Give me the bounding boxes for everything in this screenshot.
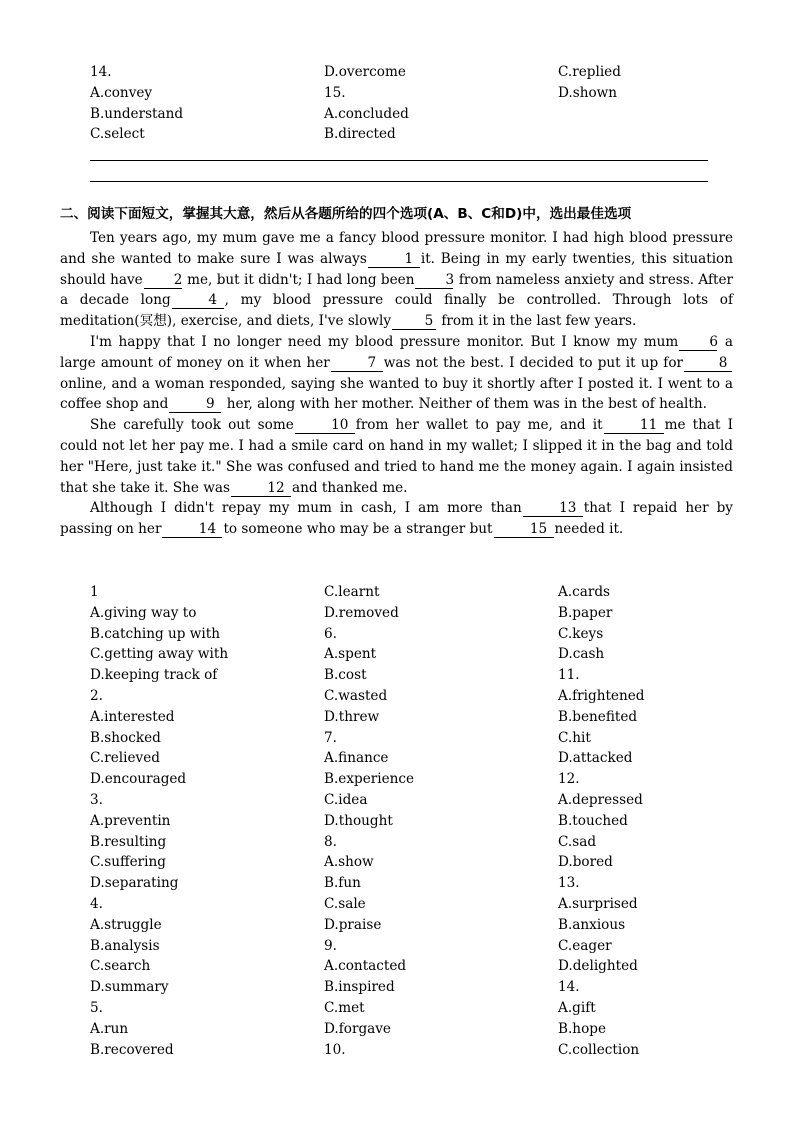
option-item: A.finance	[324, 750, 389, 767]
option-item: B.anxious	[558, 916, 626, 933]
option-item: A.run	[90, 1020, 129, 1037]
option-item: A.cards	[558, 584, 611, 600]
option-item: B.catching up with	[90, 625, 220, 642]
option-row	[90, 686, 670, 707]
option-row	[90, 644, 670, 665]
option-row	[90, 83, 670, 104]
option-item: D.separating	[90, 875, 179, 892]
blank-15: 15	[494, 521, 554, 538]
option-item: D.keeping track of	[90, 667, 218, 684]
option-item: A.spent	[324, 646, 377, 663]
option-item: C.keys	[558, 625, 604, 642]
option-row	[90, 603, 670, 624]
option-item: A.show	[324, 854, 374, 871]
blank-5: 5	[392, 313, 436, 330]
option-item: C.sale	[324, 895, 366, 912]
option-item: B.benefited	[558, 708, 638, 725]
option-item: 15.	[324, 84, 346, 101]
option-row	[90, 1040, 670, 1061]
option-row	[90, 811, 670, 832]
option-item: C.getting away with	[90, 646, 229, 663]
blank-14: 14	[162, 521, 222, 538]
option-item: 14.	[558, 979, 580, 996]
option-item: C.relieved	[90, 750, 160, 767]
option-item: 6.	[324, 625, 337, 642]
passage-paragraph-4: Although I didn't repay my mum in cash, I am more than 13 that I repaid her by passing on her 14 to someone who may be a stranger but 15 needed it.	[60, 500, 733, 538]
option-item: 5.	[90, 999, 103, 1016]
option-item: B.hope	[558, 1020, 606, 1037]
option-item: B.paper	[558, 604, 613, 621]
passage-paragraph-2: I'm happy that I no longer need my blood pressure monitor. But I know my mum 6 a large amount of money on it when her 7 was not the best. I decided to put it up for 8online, and a woman responded, saying she wanted to buy it shortly after I posted it. I went to a coffee shop and 9 her, along with her mother. Neither of them was in the best of health.	[60, 333, 733, 413]
option-item: 10.	[324, 1041, 346, 1058]
option-item: D.bored	[558, 854, 613, 871]
option-item: C.idea	[324, 791, 368, 808]
option-item: C.met	[324, 999, 365, 1016]
option-item: D.praise	[324, 916, 382, 933]
option-item: A.gift	[558, 999, 596, 1016]
option-item: D.cash	[558, 646, 605, 663]
blank-8: 8	[684, 355, 732, 372]
blank-13: 13	[523, 500, 583, 517]
option-item: D.forgave	[324, 1020, 391, 1037]
option-item: B.analysis	[90, 937, 160, 954]
blank-4: 4	[172, 292, 224, 309]
option-row	[90, 915, 670, 936]
option-item: B.inspired	[324, 979, 395, 996]
option-item: D.thought	[324, 812, 393, 829]
option-item: 8.	[324, 833, 337, 850]
option-item: A.convey	[90, 84, 153, 101]
option-item: C.sad	[558, 833, 597, 850]
option-row	[90, 873, 670, 894]
option-row	[90, 748, 670, 769]
option-row	[90, 124, 670, 145]
option-item: D.delighted	[558, 958, 638, 975]
option-item: A.frightened	[558, 687, 645, 704]
option-row	[90, 977, 670, 998]
reading-passage	[60, 228, 733, 540]
option-row	[90, 1019, 670, 1040]
option-item: 13.	[558, 875, 580, 892]
option-item: C.collection	[558, 1041, 640, 1058]
option-row	[90, 769, 670, 790]
option-item: D.threw	[324, 708, 380, 725]
option-item: D.attacked	[558, 750, 633, 767]
blank-7: 7	[331, 355, 383, 372]
option-item: C.eager	[558, 937, 612, 954]
option-item: A.preventin	[90, 812, 171, 829]
option-item: B.touched	[558, 812, 628, 829]
option-item: 12.	[558, 771, 580, 788]
option-item: 4.	[90, 895, 103, 912]
option-item: D.removed	[324, 604, 399, 621]
option-item: 9.	[324, 937, 337, 954]
blank-10: 10	[295, 417, 355, 434]
passage-paragraph-1: Ten years ago, my mum gave me a fancy blood pressure monitor. I had high blood pressure and she wanted to make sure I was always 1 it. Being in my early twenties, this situation should have 2 me, but it didn't; I had long been 3 from nameless anxiety and stress. After a decade long 4 , my blood pressure could finally be controlled. Through lots of meditation(冥想), exercise, and diets, I've slowly 5 from it in the last few years.	[60, 230, 734, 330]
option-row	[90, 104, 670, 125]
option-item: 1	[90, 584, 99, 600]
option-item: 2.	[90, 687, 103, 704]
option-item: A.surprised	[558, 895, 638, 912]
option-row	[90, 832, 670, 853]
option-item: B.recovered	[90, 1041, 174, 1058]
option-row	[90, 956, 670, 977]
option-row	[90, 728, 670, 749]
question-options	[90, 582, 670, 1060]
option-item: 7.	[324, 729, 337, 746]
option-item: A.contacted	[324, 958, 407, 975]
option-row	[90, 998, 670, 1019]
option-item: C.select	[90, 126, 145, 143]
passage-paragraph-3: She carefully took out some 10 from her wallet to pay me, and it 11 me that I could not let her pay me. I had a smile card on hand in my wallet; I slipped it in the bag and told her "Here, just take it." She was confused and tried to hand me the money again. I again insisted that she take it. She was 12 and thanked me.	[60, 417, 734, 496]
section-heading: 二、阅读下面短文，掌握其大意，然后从各题所给的四个选项(A、B、C和D)中，选出最佳选项	[60, 206, 632, 222]
option-item: D.overcome	[324, 64, 406, 80]
blank-2: 2	[144, 272, 182, 289]
option-item: B.shocked	[90, 729, 161, 746]
option-row	[90, 707, 670, 728]
blank-3: 3	[415, 272, 453, 289]
option-item: D.shown	[558, 84, 618, 101]
option-item: C.search	[90, 958, 151, 975]
option-item: B.resulting	[90, 833, 167, 850]
option-item: C.suffering	[90, 854, 166, 871]
option-item: 3.	[90, 791, 103, 808]
option-row	[90, 665, 670, 686]
option-item	[558, 104, 670, 125]
option-item: A.struggle	[90, 916, 162, 933]
option-row	[90, 624, 670, 645]
option-item: B.understand	[90, 105, 184, 122]
option-item	[558, 124, 670, 145]
option-row	[90, 790, 670, 811]
option-row	[90, 894, 670, 915]
answer-line	[90, 160, 708, 161]
option-item: A.concluded	[324, 105, 409, 122]
answer-line	[90, 181, 708, 182]
option-item: C.learnt	[324, 584, 380, 600]
option-item: 14.	[90, 64, 112, 80]
option-row	[90, 936, 670, 957]
option-row	[90, 582, 670, 603]
previous-question-options	[90, 62, 670, 145]
option-item: A.depressed	[558, 791, 643, 808]
blank-9: 9	[169, 396, 221, 413]
option-item: A.giving way to	[90, 604, 197, 621]
option-item: C.hit	[558, 729, 591, 746]
option-item: D.summary	[90, 979, 169, 996]
option-item: D.encouraged	[90, 771, 187, 788]
option-row	[90, 852, 670, 873]
blank-11: 11	[604, 417, 664, 434]
option-row	[90, 62, 670, 83]
option-item: B.fun	[324, 875, 361, 892]
option-item: A.interested	[90, 708, 175, 725]
option-item: B.cost	[324, 667, 367, 684]
blank-1: 1	[368, 251, 420, 268]
blank-6: 6	[679, 334, 717, 351]
option-item: 11.	[558, 667, 580, 684]
option-item: C.wasted	[324, 687, 388, 704]
option-item: B.directed	[324, 126, 396, 143]
option-item: B.experience	[324, 771, 415, 788]
blank-12: 12	[231, 480, 291, 497]
option-item: C.replied	[558, 64, 621, 80]
